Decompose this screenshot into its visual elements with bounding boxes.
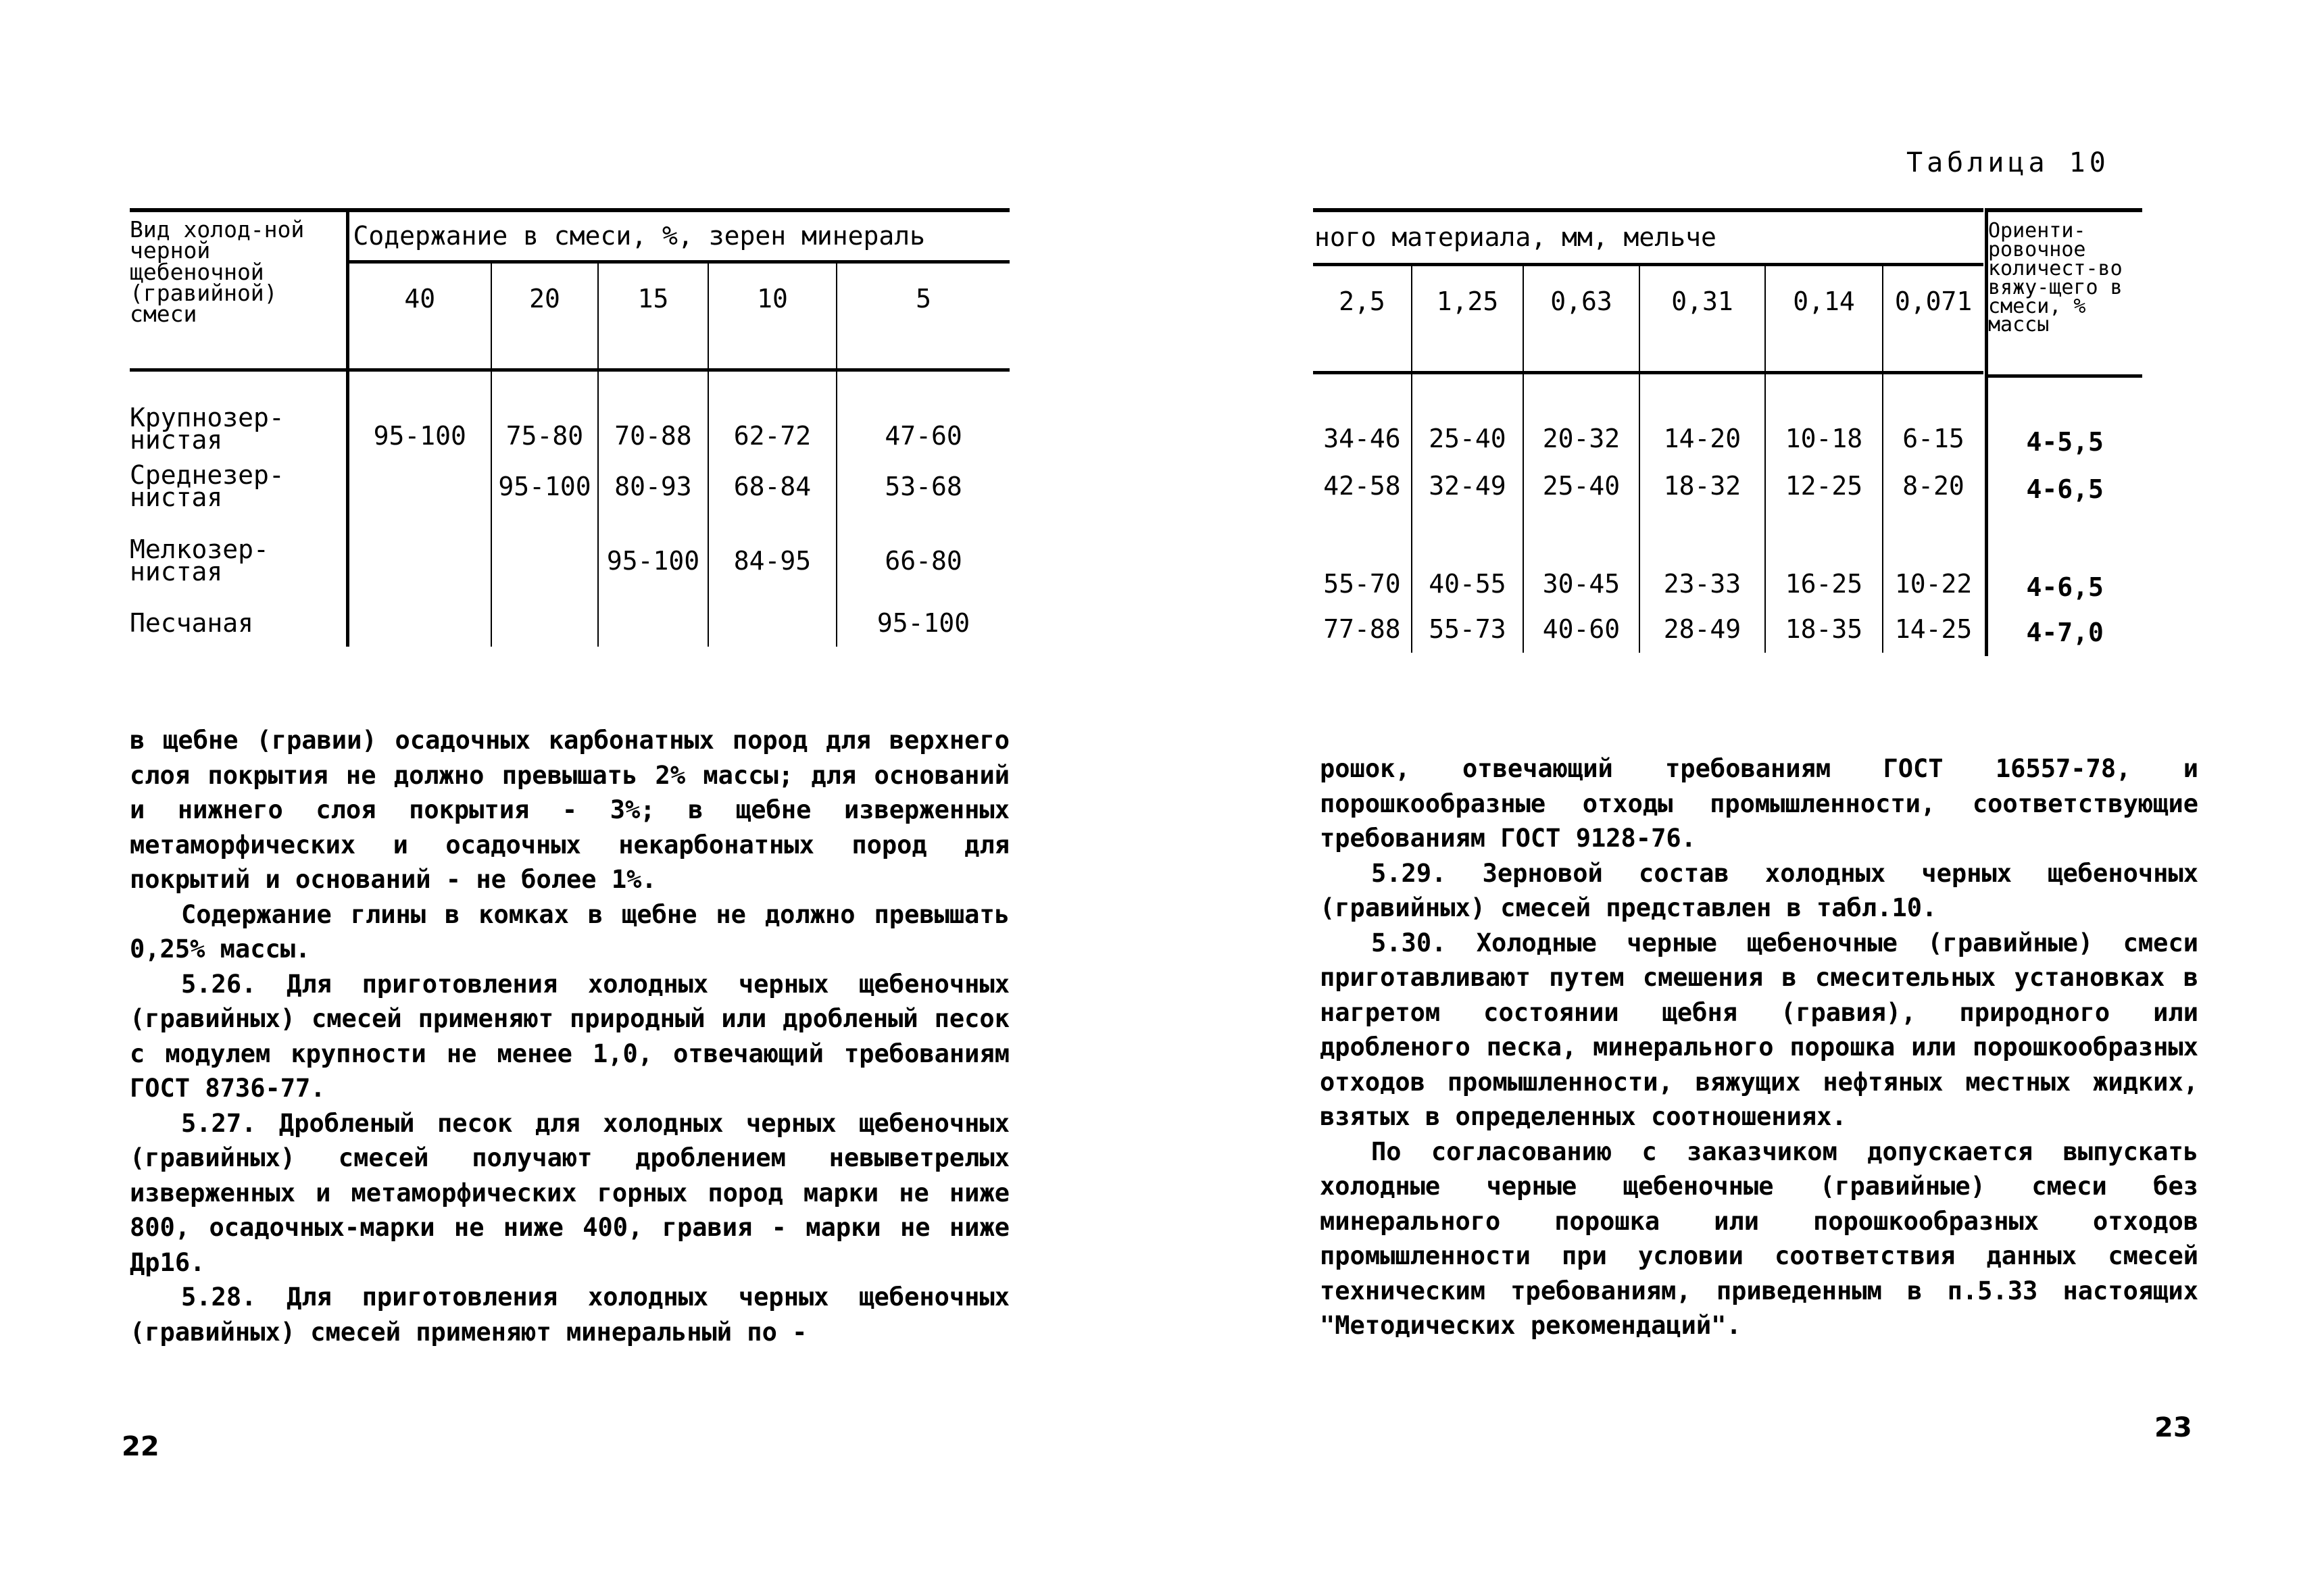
grain-table-right — [1313, 208, 1983, 653]
table-cell: 68-84 — [708, 451, 837, 522]
table-cell: 95-100 — [598, 522, 708, 599]
table-title: Таблица 10 — [1906, 147, 2110, 178]
table-cell: 75-80 — [491, 370, 598, 451]
table-cell: 77-88 — [1313, 605, 1412, 653]
grain-table-left — [130, 208, 1010, 647]
page-number-left: 22 — [122, 1431, 159, 1462]
table-cell — [347, 522, 491, 599]
page-number-right: 23 — [2154, 1412, 2192, 1443]
table-cell: 20-32 — [1523, 372, 1639, 453]
table-cell: 70-88 — [598, 370, 708, 451]
size-header: 20 — [491, 261, 598, 370]
paragraph: 5.29. Зерновой состав холодных черных щебеночных (гравийных) смесей представлен в табл.10. — [1320, 858, 2198, 922]
table-cell — [491, 522, 598, 599]
left-body-text — [130, 723, 1010, 1349]
table-cell: 55-70 — [1313, 518, 1412, 605]
table-cell — [491, 599, 598, 647]
binder-column — [1985, 208, 2142, 656]
size-header: 1,25 — [1412, 264, 1523, 372]
table-cell: 95-100 — [491, 451, 598, 522]
table-cell — [598, 599, 708, 647]
size-header: 0,071 — [1894, 286, 1973, 316]
size-header: 0,31 — [1639, 264, 1765, 372]
right-body-text — [1320, 751, 2198, 1343]
size-header: 0,63 — [1523, 264, 1639, 372]
table-cell: 30-45 — [1523, 518, 1639, 605]
table-cell: 95-100 — [876, 608, 970, 638]
paragraph: 5.27. Дробленый песок для холодных черных щебеночных (гравийных) смесей получают дроблением невыветрелых изверженных и метаморфических горных пород марки не ниже 800, осадочных-марки не ниже 400, гравия - марки не ниже Др16. — [130, 1108, 1010, 1277]
table-cell: 28-49 — [1639, 605, 1765, 653]
right-page — [1150, 0, 2299, 1596]
row-name: Мелкозер-нистая — [130, 522, 347, 599]
col0-header: Вид холод-ной черной щебеночной (гравийной) смеси — [130, 210, 347, 370]
table-cell — [347, 599, 491, 647]
group-header-left: Содержание в смеси, %, зерен минераль — [347, 210, 1010, 261]
binder-cell: 4-5,5 — [1987, 376, 2142, 457]
table-cell: 14-20 — [1639, 372, 1765, 453]
size-header: 40 — [347, 261, 491, 370]
row-name: Крупнозер-нистая — [130, 370, 347, 451]
paragraph: рошок, отвечающий требованиям ГОСТ 16557-78, и порошкообразные отходы промышленности, соответствующие требованиям ГОСТ 9128-76. — [1320, 754, 2198, 853]
size-header: 2,5 — [1313, 264, 1412, 372]
table-cell: 40-55 — [1412, 518, 1523, 605]
size-header: 10 — [708, 261, 837, 370]
paragraph: 5.28. Для приготовления холодных черных щебеночных (гравийных) смесей применяют минеральный по - — [130, 1282, 1010, 1347]
table-cell: 95-100 — [347, 370, 491, 451]
binder-cell: 4-6,5 — [1987, 457, 2142, 521]
table-cell: 16-25 — [1765, 518, 1883, 605]
binder-cell: 4-6,5 — [1987, 521, 2142, 609]
paragraph: Содержание глины в комках в щебне не должно превышать 0,25% массы. — [130, 899, 1010, 964]
size-header: 15 — [598, 261, 708, 370]
size-header: 0,14 — [1765, 264, 1883, 372]
table-cell — [347, 451, 491, 522]
table-cell: 23-33 — [1639, 518, 1765, 605]
table-cell: 62-72 — [708, 370, 837, 451]
table-cell: 10-18 — [1765, 372, 1883, 453]
table-cell: 10-22 — [1894, 569, 1973, 599]
binder-header: Ориенти-ровочное количест-во вяжу-щего в смеси, % массы — [1987, 210, 2142, 376]
table-cell: 40-60 — [1523, 605, 1639, 653]
size-header: 5 — [916, 283, 931, 314]
binder-cell: 4-7,0 — [1987, 609, 2142, 656]
table-cell: 6-15 — [1902, 424, 1964, 453]
table-cell: 84-95 — [708, 522, 837, 599]
table-cell: 18-32 — [1639, 453, 1765, 518]
paragraph: По согласованию с заказчиком допускается выпускать холодные черные щебеночные (гравийные) смеси без минерального порошка или порошкообразных отходов промышленности при условии соответствия данных смесей техническим требованиям, приведенным в п.5.33 настоящих "Методических рекомендаций". — [1320, 1137, 2198, 1340]
paragraph: 5.26. Для приготовления холодных черных щебеночных (гравийных) смесей применяют природный или дробленый песок с модулем крупности не менее 1,0, отвечающий требованиям ГОСТ 8736-77. — [130, 969, 1010, 1103]
group-header-right: ного материала, мм, мельче — [1313, 210, 1983, 264]
table-cell: 47-60 — [885, 421, 962, 451]
table-cell: 12-25 — [1765, 453, 1883, 518]
table-cell: 34-46 — [1313, 372, 1412, 453]
table-cell: 80-93 — [598, 451, 708, 522]
paragraph: в щебне (гравии) осадочных карбонатных пород для верхнего слоя покрытия не должно превышать 2% массы; для оснований и нижнего слоя покрытия - 3%; в щебне изверженных метаморфических и осадочных некарбонатных пород для покрытий и оснований - не более 1%. — [130, 726, 1010, 894]
paragraph: 5.30. Холодные черные щебеночные (гравийные) смеси приготавливают путем смешения в смесительных установках в нагретом состоянии щебня (гравия), природного или дробленого песка, минерального порошка или порошкообразных отходов промышленности, вяжущих нефтяных местных жидких, взятых в определенных соотношениях. — [1320, 928, 2198, 1131]
table-cell: 66-80 — [885, 545, 962, 576]
table-cell: 25-40 — [1412, 372, 1523, 453]
table-cell: 32-49 — [1412, 453, 1523, 518]
table-cell: 25-40 — [1523, 453, 1639, 518]
table-cell: 42-58 — [1313, 453, 1412, 518]
table-cell: 53-68 — [885, 471, 962, 501]
table-cell — [708, 599, 837, 647]
table-cell: 14-25 — [1894, 614, 1973, 644]
row-name: Среднезер-нистая — [130, 451, 347, 522]
table-cell: 55-73 — [1412, 605, 1523, 653]
row-name: Песчаная — [130, 599, 347, 647]
table-cell: 18-35 — [1765, 605, 1883, 653]
table-cell: 8-20 — [1902, 470, 1964, 501]
